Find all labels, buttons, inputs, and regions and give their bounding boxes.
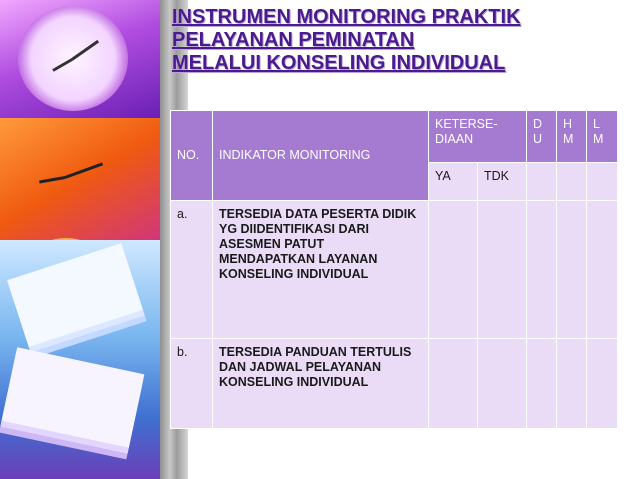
check-cell-tdk[interactable] xyxy=(478,339,527,429)
check-cell-du[interactable] xyxy=(527,339,557,429)
check-cell-ya[interactable] xyxy=(429,201,478,339)
header-lm: L M xyxy=(593,117,604,146)
row-no: a. xyxy=(177,207,188,221)
check-cell-du[interactable] xyxy=(527,201,557,339)
row-indikator-cell xyxy=(213,201,429,339)
header-du: D U xyxy=(533,117,543,146)
subheader-tdk-cell xyxy=(478,163,527,201)
subheader-tdk: TDK xyxy=(484,169,509,183)
row-indikator-cell xyxy=(213,339,429,429)
purple-clock-photo xyxy=(0,0,160,118)
subheader-ya: YA xyxy=(435,169,451,183)
header-no-cell xyxy=(171,111,213,201)
title-line: PELAYANAN PEMINATAN xyxy=(172,29,415,51)
header-ketersediaan-cell xyxy=(429,111,527,163)
decorative-photo-collage xyxy=(0,0,160,479)
check-cell-lm[interactable] xyxy=(587,201,618,339)
row-no-cell xyxy=(171,339,213,429)
row-indikator: TERSEDIA PANDUAN TERTULIS DAN JADWAL PELAYANAN KONSELING INDIVIDUAL xyxy=(219,345,412,389)
title-line: INSTRUMEN MONITORING PRAKTIK xyxy=(172,6,521,28)
check-cell-ya[interactable] xyxy=(429,339,478,429)
empty-cell xyxy=(587,163,618,201)
header-indikator-cell xyxy=(213,111,429,201)
header-no: NO. xyxy=(177,148,200,162)
header-du-cell xyxy=(527,111,557,163)
slide-title xyxy=(172,6,632,75)
table-row xyxy=(171,339,618,429)
empty-cell xyxy=(557,163,587,201)
check-cell-tdk[interactable] xyxy=(478,201,527,339)
header-indikator: INDIKATOR MONITORING xyxy=(219,148,371,162)
subheader-ya-cell xyxy=(429,163,478,201)
monitoring-table xyxy=(170,110,617,429)
table-row xyxy=(171,201,618,339)
title-line: MELALUI KONSELING INDIVIDUAL xyxy=(172,52,506,74)
header-hm: H M xyxy=(563,117,574,146)
orange-clock-photo xyxy=(0,118,160,240)
header-hm-cell xyxy=(557,111,587,163)
row-no-cell xyxy=(171,201,213,339)
empty-cell xyxy=(527,163,557,201)
row-indikator: TERSEDIA DATA PESERTA DIDIK YG DIIDENTIFIKASI DARI ASESMEN PATUT MENDAPATKAN LAYANAN KONSELING INDIVIDUAL xyxy=(219,207,417,281)
check-cell-lm[interactable] xyxy=(587,339,618,429)
check-cell-hm[interactable] xyxy=(557,339,587,429)
header-ketersediaan: KETERSE- DIAAN xyxy=(435,117,498,146)
row-no: b. xyxy=(177,345,188,359)
header-lm-cell xyxy=(587,111,618,163)
check-cell-hm[interactable] xyxy=(557,201,587,339)
